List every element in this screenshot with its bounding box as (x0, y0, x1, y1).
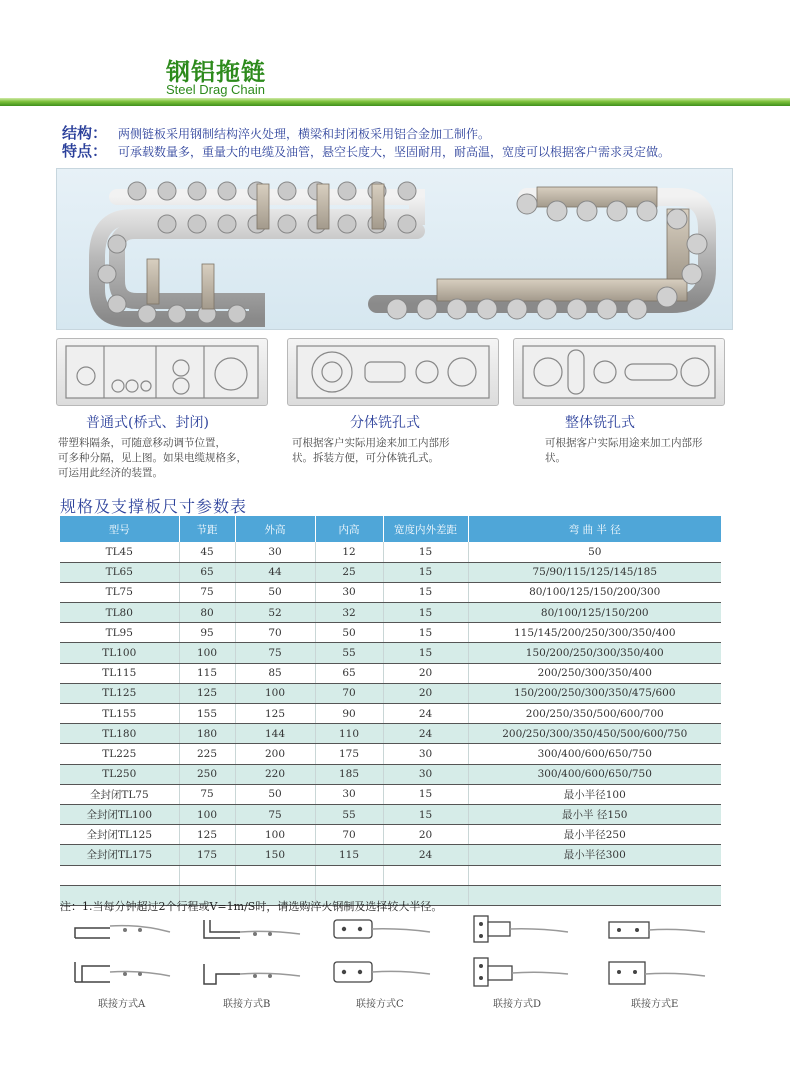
cell-width-diff: 30 (383, 764, 468, 784)
cell-width-diff: 15 (383, 623, 468, 643)
cell-inner-height: 110 (315, 724, 383, 744)
connection-label-a: 联接方式A (98, 999, 146, 1010)
cell-inner-height: 70 (315, 683, 383, 703)
table-row (60, 764, 721, 784)
table-row (60, 744, 721, 764)
section-diagram-split (287, 338, 499, 406)
cell-outer-height: 52 (235, 603, 315, 623)
cell-outer-height: 125 (235, 704, 315, 724)
feature-text: 可承载数量多，重量大的电缆及油管，悬空长度大，坚固耐用，耐高温，宽度可以根据客户需求灵定做。 (118, 145, 671, 159)
cell-bend-radius: 80/100/125/150/200/300 (468, 582, 721, 602)
standard-section-icon (56, 338, 268, 406)
cell-bend-radius: 150/200/250/300/350/400 (468, 643, 721, 663)
cell-pitch: 225 (179, 744, 235, 764)
cell-bend-radius: 最小半 径150 (468, 804, 721, 824)
cell-width-diff: 30 (383, 744, 468, 764)
cell-bend-radius: 200/250/300/350/450/500/600/750 (468, 724, 721, 744)
table-title: 规格及支撑板尺寸参数表 (60, 497, 248, 516)
section-title-integral: 整体铣孔式 (565, 415, 635, 431)
page-header (0, 40, 790, 110)
table-row (60, 562, 721, 582)
cell-inner-height: 115 (315, 845, 383, 865)
cell-inner-height: 185 (315, 764, 383, 784)
cell-outer-height: 150 (235, 845, 315, 865)
table-row (60, 845, 721, 865)
table-row (60, 724, 721, 744)
header-bend-radius: 弯 曲 半 径 (468, 516, 721, 542)
cell-outer-height: 50 (235, 582, 315, 602)
connection-label-c: 联接方式C (356, 999, 404, 1010)
cell-inner-height: 30 (315, 582, 383, 602)
header-width-diff: 宽度内外差距 (383, 516, 468, 542)
section-desc-integral: 可根据客户实际用途来加工内部形 状。 (545, 437, 703, 464)
cell-bend-radius: 115/145/200/250/300/350/400 (468, 623, 721, 643)
header-divider (0, 98, 790, 106)
section-desc-split: 可根据客户实际用途来加工内部形 状。拆装方便，可分体铣孔式。 (292, 437, 450, 464)
cell-bend-radius: 最小半径250 (468, 825, 721, 845)
cell-pitch (179, 865, 235, 885)
cell-pitch: 80 (179, 603, 235, 623)
cell-inner-height: 30 (315, 784, 383, 804)
cell-pitch: 100 (179, 643, 235, 663)
cell-pitch: 65 (179, 562, 235, 582)
table-row (60, 784, 721, 804)
cell-outer-height: 44 (235, 562, 315, 582)
cell-bend-radius (468, 885, 721, 905)
table-row (60, 623, 721, 643)
cell-pitch: 155 (179, 704, 235, 724)
table-row (60, 865, 721, 885)
header-outer-height: 外高 (235, 516, 315, 542)
cell-width-diff: 20 (383, 683, 468, 703)
cell-inner-height (315, 865, 383, 885)
integral-section-icon (513, 338, 725, 406)
structure-text: 两侧链板采用钢制结构淬火处理，横梁和封闭板采用铝合金加工制作。 (118, 127, 491, 141)
structure-label: 结构： (62, 124, 108, 142)
section-diagram-standard (56, 338, 268, 406)
connection-e-icon (605, 914, 715, 994)
cell-bend-radius (468, 865, 721, 885)
cell-outer-height: 100 (235, 683, 315, 703)
cell-bend-radius: 80/100/125/150/200 (468, 603, 721, 623)
structure-line (62, 122, 762, 140)
cell-width-diff: 15 (383, 582, 468, 602)
section-diagram-integral (513, 338, 725, 406)
table-row (60, 804, 721, 824)
header-model: 型号 (60, 516, 179, 542)
cell-outer-height: 100 (235, 825, 315, 845)
cell-width-diff (383, 865, 468, 885)
cell-model: 全封闭TL75 (60, 784, 179, 804)
cell-bend-radius: 最小半径100 (468, 784, 721, 804)
cell-model: TL250 (60, 764, 179, 784)
cell-width-diff: 15 (383, 804, 468, 824)
table-row (60, 704, 721, 724)
connection-a-icon (70, 914, 180, 994)
cell-outer-height: 75 (235, 643, 315, 663)
cell-bend-radius: 300/400/600/650/750 (468, 764, 721, 784)
table-row (60, 825, 721, 845)
intro-block (62, 122, 762, 158)
cell-inner-height: 25 (315, 562, 383, 582)
cell-model: TL100 (60, 643, 179, 663)
page-title: 钢铝拖链 (166, 58, 266, 86)
page-subtitle: Steel Drag Chain (166, 82, 265, 97)
product-photo (56, 168, 733, 330)
table-row (60, 663, 721, 683)
cell-pitch: 100 (179, 804, 235, 824)
cell-outer-height: 85 (235, 663, 315, 683)
cell-bend-radius: 50 (468, 542, 721, 562)
cell-pitch: 45 (179, 542, 235, 562)
cell-width-diff: 15 (383, 643, 468, 663)
table-row (60, 643, 721, 663)
cell-width-diff: 15 (383, 562, 468, 582)
feature-line (62, 140, 762, 158)
header-pitch: 节距 (179, 516, 235, 542)
section-title-split: 分体铣孔式 (350, 415, 420, 431)
cell-pitch: 95 (179, 623, 235, 643)
table-header-row (60, 516, 721, 542)
cell-outer-height: 50 (235, 784, 315, 804)
cell-inner-height: 65 (315, 663, 383, 683)
cell-outer-height: 144 (235, 724, 315, 744)
split-section-icon (287, 338, 499, 406)
cell-width-diff: 20 (383, 825, 468, 845)
table-row (60, 582, 721, 602)
cell-width-diff: 20 (383, 663, 468, 683)
cell-width-diff: 15 (383, 784, 468, 804)
connection-d-icon (468, 914, 578, 994)
cell-inner-height: 175 (315, 744, 383, 764)
cell-width-diff: 15 (383, 542, 468, 562)
cell-inner-height: 90 (315, 704, 383, 724)
cell-outer-height: 30 (235, 542, 315, 562)
cell-bend-radius: 200/250/300/350/400 (468, 663, 721, 683)
connection-label-d: 联接方式D (493, 999, 542, 1010)
table-row (60, 542, 721, 562)
cell-model: TL180 (60, 724, 179, 744)
cell-inner-height: 55 (315, 643, 383, 663)
table-row (60, 683, 721, 703)
feature-label: 特点： (62, 142, 108, 160)
cell-pitch: 175 (179, 845, 235, 865)
cell-width-diff: 24 (383, 704, 468, 724)
cell-outer-height (235, 865, 315, 885)
cell-model: TL115 (60, 663, 179, 683)
cell-bend-radius: 200/250/350/500/600/700 (468, 704, 721, 724)
cell-inner-height: 50 (315, 623, 383, 643)
cell-pitch: 75 (179, 582, 235, 602)
cell-inner-height: 55 (315, 804, 383, 824)
connection-label-b: 联接方式B (223, 999, 271, 1010)
cell-width-diff: 24 (383, 845, 468, 865)
cell-model: 全封闭TL100 (60, 804, 179, 824)
cell-pitch: 125 (179, 683, 235, 703)
cell-bend-radius: 300/400/600/650/750 (468, 744, 721, 764)
cell-outer-height: 220 (235, 764, 315, 784)
header-inner-height: 内高 (315, 516, 383, 542)
drag-chain-illustration (57, 169, 733, 330)
cell-pitch: 180 (179, 724, 235, 744)
cell-pitch: 115 (179, 663, 235, 683)
spec-table (60, 516, 721, 906)
cell-model: TL225 (60, 744, 179, 764)
cell-model (60, 865, 179, 885)
cell-model: TL95 (60, 623, 179, 643)
cell-inner-height: 32 (315, 603, 383, 623)
cell-pitch: 75 (179, 784, 235, 804)
cell-model: TL155 (60, 704, 179, 724)
cell-model: TL125 (60, 683, 179, 703)
connection-label-e: 联接方式E (631, 999, 679, 1010)
cell-pitch: 125 (179, 825, 235, 845)
cell-model: TL75 (60, 582, 179, 602)
table-row (60, 603, 721, 623)
cell-outer-height: 200 (235, 744, 315, 764)
cell-model: TL80 (60, 603, 179, 623)
cell-outer-height: 75 (235, 804, 315, 824)
cell-model: 全封闭TL125 (60, 825, 179, 845)
cell-model: 全封闭TL175 (60, 845, 179, 865)
cell-width-diff: 24 (383, 724, 468, 744)
connection-b-icon (200, 914, 310, 994)
cell-model: TL45 (60, 542, 179, 562)
cell-model: TL65 (60, 562, 179, 582)
connection-c-icon (330, 914, 440, 994)
cell-bend-radius: 75/90/115/125/145/185 (468, 562, 721, 582)
footnote: 注：1.当每分钟超过2个行程或V=1m/S时，请选购淬火钢制及选择较大半径。 (60, 900, 443, 913)
cell-bend-radius: 150/200/250/300/350/475/600 (468, 683, 721, 703)
section-title-standard: 普通式(桥式、封闭) (86, 415, 209, 431)
cell-inner-height: 12 (315, 542, 383, 562)
cell-bend-radius: 最小半径300 (468, 845, 721, 865)
cell-outer-height: 70 (235, 623, 315, 643)
cell-pitch: 250 (179, 764, 235, 784)
cell-inner-height: 70 (315, 825, 383, 845)
section-desc-standard: 带塑料隔条，可随意移动调节位置， 可多种分隔，见上图。如果电缆规格多， 可运用此经济的装置。 (58, 437, 247, 479)
cell-width-diff: 15 (383, 603, 468, 623)
